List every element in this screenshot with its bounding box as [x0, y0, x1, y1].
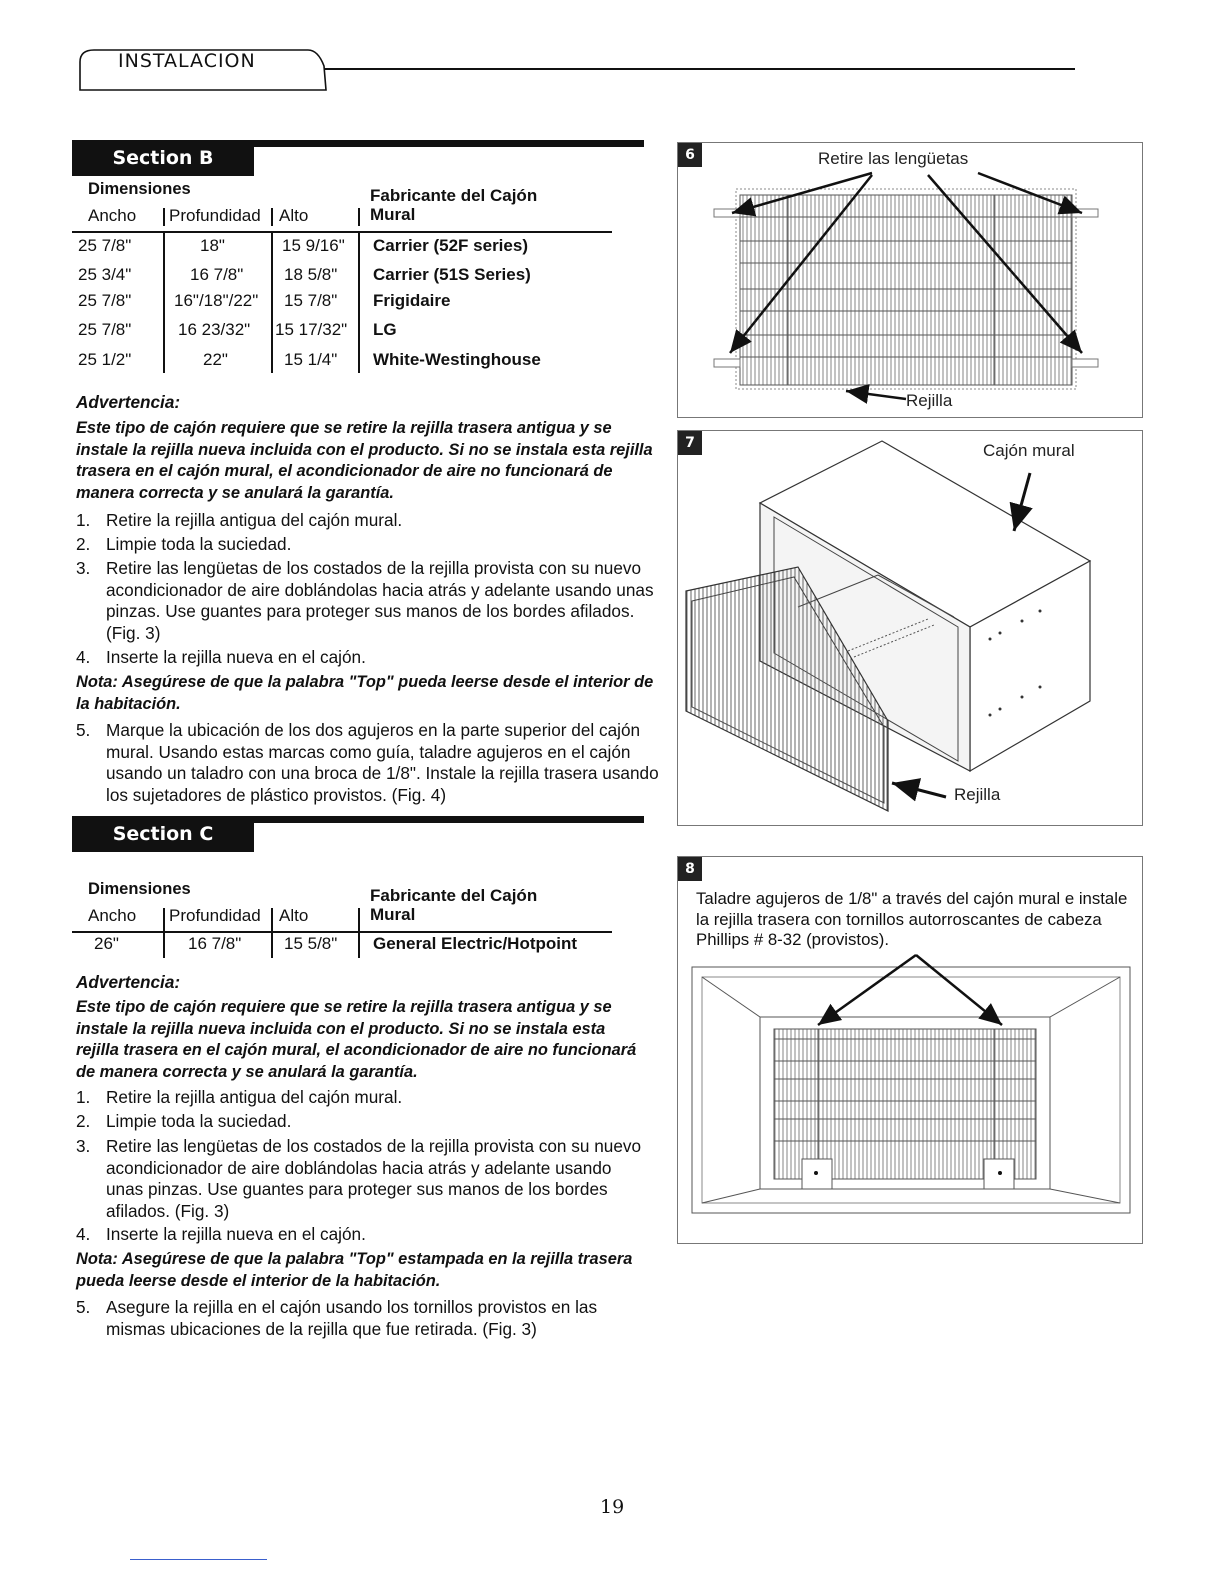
grille-diagram: [678, 143, 1142, 417]
dims-label: Dimensiones: [88, 880, 191, 898]
figure-label: Cajón mural: [983, 441, 1075, 460]
col-alto: Alto: [279, 906, 309, 925]
section-b-label: Section B: [72, 140, 254, 176]
col-profundidad: Profundidad: [169, 206, 261, 225]
page-section-title: INSTALACION: [118, 50, 256, 72]
table-header-rule: [72, 931, 612, 933]
figure-number: 7: [678, 431, 702, 455]
col-alto: Alto: [279, 206, 309, 225]
table-header-rule: [72, 231, 612, 233]
figure-label: Retire las lengüetas: [818, 149, 969, 168]
figure-number: 8: [678, 857, 702, 881]
section-c-warning-text: Este tipo de cajón requiere que se retire la rejilla trasera antigua y se instale la rejilla nueva incluida con el producto. Si no se instala esta rejilla trasera en el cajón mural, el acondicionador de aire no funcionará de manera correcta y se anulará la garantía.: [76, 998, 637, 1081]
figure-label: Rejilla: [954, 785, 1001, 804]
page-number: 19: [600, 1496, 625, 1518]
col-ancho: Ancho: [88, 906, 137, 925]
figure-caption: Taladre agujeros de 1/8" a través del cajón mural e instale la rejilla trasera con tornillos autorroscantes de cabeza Phillips # 8-32 (provistos).: [696, 889, 1128, 949]
figure-number: 6: [678, 143, 702, 167]
section-b-bar: [72, 140, 644, 176]
section-c-bar: [72, 816, 644, 852]
section-b-warning-text: Este tipo de cajón requiere que se retire la rejilla trasera antigua y se instale la rejilla nueva incluida con el producto. Si no se instala esta rejilla trasera en el cajón mural, el acondicionador de aire no funcionará de manera correcta y se anulará la garantía.: [76, 419, 653, 502]
col-ancho: Ancho: [88, 206, 137, 225]
section-c-warning-title: Advertencia:: [76, 972, 181, 992]
section-c-table: Dimensiones Ancho Profundidad Alto Fabricante del Cajón Mural 26" 16 7/8" 15 5/8" General Electric/Hotpoint: [72, 878, 617, 963]
figure-6: [677, 142, 1143, 418]
figure-8: [677, 856, 1143, 1244]
section-c-label: Section C: [72, 816, 254, 852]
col-fabricante: Fabricante del Cajón Mural: [370, 186, 538, 224]
installed-grille-diagram: [678, 857, 1142, 1243]
section-b-table: Dimensiones Ancho Profundidad Alto Fabricante del Cajón Mural 25 7/8" 18" 15 9/16" Carrier (52F series) 25 3/4" 16 7/8" 18 5/8" Carrier (51S Series) 25 7/8" 16"/18"/22" 15 7/8" Frigidaire 25 7/8" 16 23/32" 15 17/32" LG 25 1/2" 22" 15 1/4" White-Westinghouse: [72, 178, 617, 378]
col-fabricante: Fabricante del Cajón Mural: [370, 886, 538, 924]
footer-link-rule: [130, 1559, 267, 1560]
section-b-note: Nota: Asegúrese de que la palabra "Top" pueda leerse desde el interior de la habitación.: [76, 673, 654, 713]
section-b-warning-title: Advertencia:: [76, 392, 181, 412]
dims-label: Dimensiones: [88, 180, 191, 198]
section-c-note: Nota: Asegúrese de que la palabra "Top" estampada en la rejilla trasera pueda leerse desde el interior de la habitación.: [76, 1250, 633, 1290]
col-profundidad: Profundidad: [169, 906, 261, 925]
figure-label: Rejilla: [906, 391, 953, 410]
wall-sleeve-diagram: [678, 431, 1142, 825]
figure-7: [677, 430, 1143, 826]
